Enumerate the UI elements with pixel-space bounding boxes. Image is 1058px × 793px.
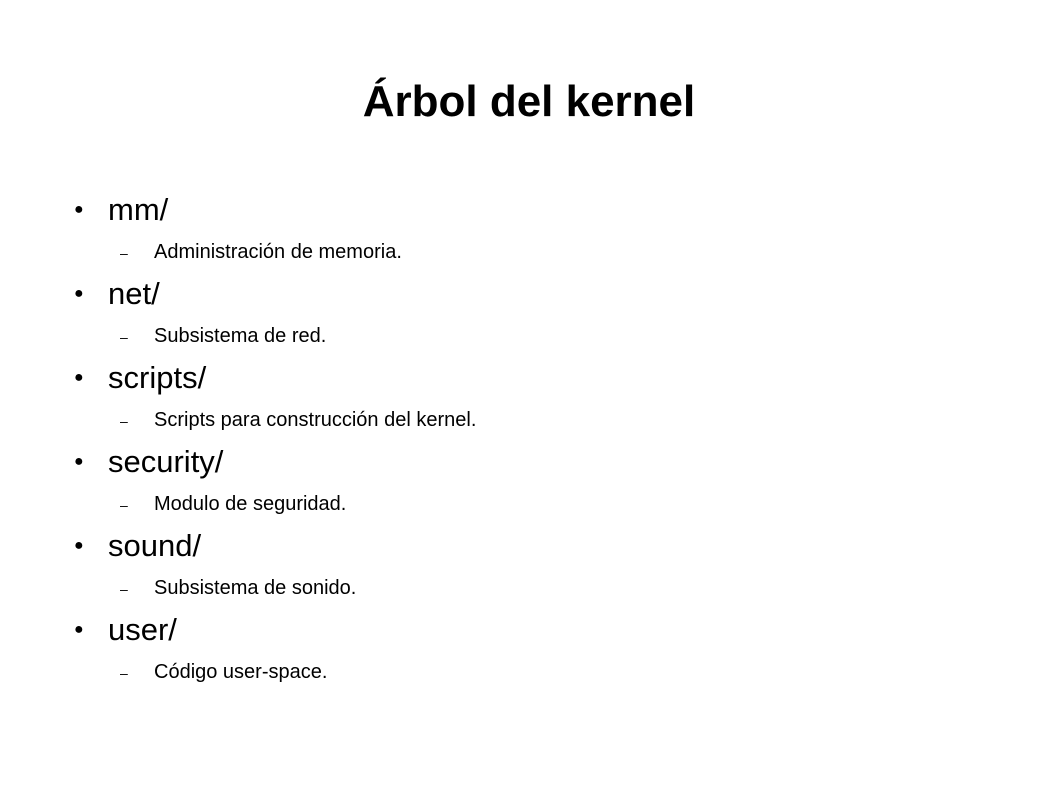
- directory-entry: [74, 270, 1004, 320]
- list-item: [74, 270, 1004, 354]
- bullet-icon: ●: [74, 621, 84, 638]
- description-text: Scripts para construcción del kernel.: [154, 409, 477, 431]
- slide-title: Árbol del kernel: [362, 77, 696, 126]
- dash-icon: –: [120, 413, 128, 429]
- description-text: Subsistema de sonido.: [154, 577, 357, 599]
- dash-icon: –: [120, 497, 128, 513]
- directory-name: sound/: [108, 528, 202, 563]
- directory-entry: [74, 354, 1004, 404]
- directory-name: scripts/: [108, 360, 207, 395]
- directory-description: [74, 572, 1004, 606]
- bullet-icon: ●: [74, 369, 84, 386]
- bullet-icon: ●: [74, 201, 84, 218]
- description-text: Subsistema de red.: [154, 325, 327, 347]
- bullet-icon: ●: [74, 285, 84, 302]
- list-item: [74, 186, 1004, 270]
- description-text: Código user-space.: [154, 661, 328, 683]
- directory-entry: [74, 522, 1004, 572]
- directory-name: mm/: [108, 192, 169, 227]
- directory-name: security/: [108, 444, 224, 479]
- directory-name: user/: [108, 612, 177, 647]
- directory-description: [74, 236, 1004, 270]
- directory-description: [74, 488, 1004, 522]
- dash-icon: –: [120, 581, 128, 597]
- directory-entry: [74, 186, 1004, 236]
- list-item: [74, 606, 1004, 690]
- bullet-icon: ●: [74, 537, 84, 554]
- directory-entry: [74, 438, 1004, 488]
- description-text: Modulo de seguridad.: [154, 493, 347, 515]
- directory-list: [74, 186, 1004, 690]
- dash-icon: –: [120, 665, 128, 681]
- bullet-icon: ●: [74, 453, 84, 470]
- directory-description: [74, 320, 1004, 354]
- directory-entry: [74, 606, 1004, 656]
- dash-icon: –: [120, 245, 128, 261]
- directory-name: net/: [108, 276, 160, 311]
- list-item: [74, 354, 1004, 438]
- directory-description: [74, 404, 1004, 438]
- list-item: [74, 438, 1004, 522]
- directory-description: [74, 656, 1004, 690]
- list-item: [74, 522, 1004, 606]
- dash-icon: –: [120, 329, 128, 345]
- description-text: Administración de memoria.: [154, 241, 402, 263]
